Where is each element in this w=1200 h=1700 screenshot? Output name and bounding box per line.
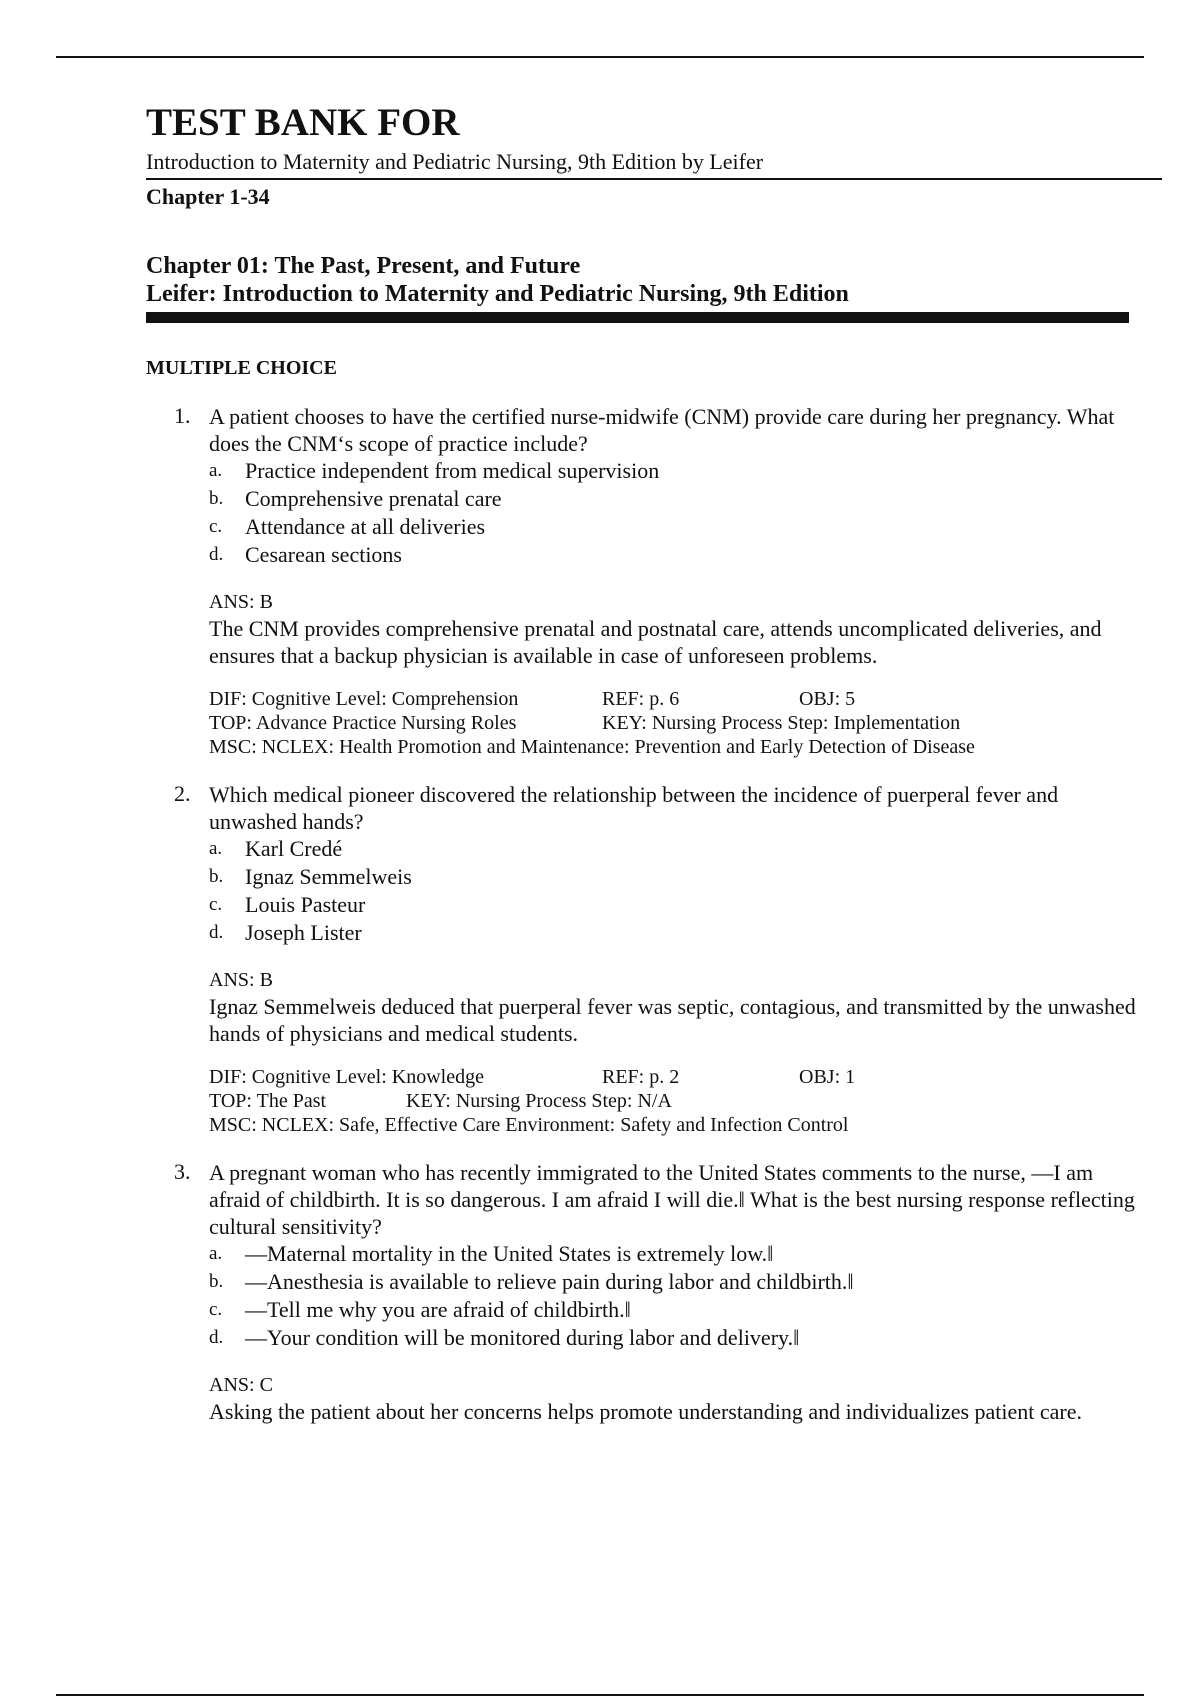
question-number: 3. xyxy=(174,1159,191,1184)
bottom-rule xyxy=(56,1694,1144,1696)
meta-msc: MSC: NCLEX: Health Promotion and Maintenance: Prevention and Early Detection of Disease xyxy=(209,736,975,758)
option-letter: d. xyxy=(209,1327,224,1348)
option-b xyxy=(209,485,1146,513)
option-letter: d. xyxy=(209,544,224,565)
option-letter: b. xyxy=(209,866,224,887)
section-heading: MULTIPLE CHOICE xyxy=(146,357,337,379)
meta-msc: MSC: NCLEX: Safe, Effective Care Environment: Safety and Infection Control xyxy=(209,1114,849,1136)
meta-ref: REF: p. 6 xyxy=(602,688,680,710)
meta-key: KEY: Nursing Process Step: N/A xyxy=(406,1090,672,1112)
meta-row xyxy=(209,1089,1146,1113)
option-a xyxy=(209,1240,1146,1268)
chapter-range: Chapter 1-34 xyxy=(146,184,270,209)
answer: ANS: C xyxy=(209,1374,273,1396)
option-letter: b. xyxy=(209,488,224,509)
option-letter: c. xyxy=(209,1299,223,1320)
option-text: Attendance at all deliveries xyxy=(245,514,486,539)
option-letter: a. xyxy=(209,460,223,481)
option-list xyxy=(209,457,1146,569)
option-text: Joseph Lister xyxy=(245,920,362,945)
option-b xyxy=(209,1268,1146,1296)
answer: ANS: B xyxy=(209,969,273,991)
meta-obj: OBJ: 5 xyxy=(799,688,856,710)
option-list xyxy=(209,835,1146,947)
document-body xyxy=(146,100,1146,1447)
option-letter: c. xyxy=(209,516,223,537)
doc-title: TEST BANK FOR xyxy=(146,101,460,144)
option-c xyxy=(209,513,1146,541)
question-meta xyxy=(209,687,1146,759)
question-number: 1. xyxy=(174,403,191,428)
option-text: Karl Credé xyxy=(245,836,343,861)
option-letter: a. xyxy=(209,838,223,859)
meta-top: TOP: The Past xyxy=(209,1090,327,1112)
option-text: ―Anesthesia is available to relieve pain during labor and childbirth.‖ xyxy=(245,1269,854,1294)
title-rule xyxy=(146,178,1162,180)
option-a xyxy=(209,835,1146,863)
chapter-title: Chapter 01: The Past, Present, and Future xyxy=(146,253,581,279)
option-b xyxy=(209,863,1146,891)
rationale: Ignaz Semmelweis deduced that puerperal fever was septic, contagious, and transmitted by the unwashed hands of physicians and medical students. xyxy=(209,994,1136,1046)
meta-top: TOP: Advance Practice Nursing Roles xyxy=(209,712,517,734)
question-stem: A pregnant woman who has recently immigrated to the United States comments to the nurse, ―I am afraid of childbirth. It is so dangerous. I am afraid I will die.‖ What is the best nursing response reflecting cultural sensitivity? xyxy=(209,1160,1135,1239)
meta-ref: REF: p. 2 xyxy=(602,1066,680,1088)
chapter-rule xyxy=(146,312,1129,323)
rationale: Asking the patient about her concerns helps promote understanding and individualizes patient care. xyxy=(209,1399,1083,1424)
option-letter: c. xyxy=(209,894,223,915)
question-3 xyxy=(146,1159,1146,1425)
option-a xyxy=(209,457,1146,485)
meta-row xyxy=(209,1113,1146,1137)
meta-row xyxy=(209,735,1146,759)
option-d xyxy=(209,919,1146,947)
answer: ANS: B xyxy=(209,591,273,613)
meta-dif: DIF: Cognitive Level: Knowledge xyxy=(209,1066,484,1088)
question-number: 2. xyxy=(174,781,191,806)
option-text: Ignaz Semmelweis xyxy=(245,864,412,889)
meta-row xyxy=(209,711,1146,735)
question-list xyxy=(146,403,1146,1425)
doc-subtitle: Introduction to Maternity and Pediatric Nursing, 9th Edition by Leifer xyxy=(146,149,764,174)
question-stem: Which medical pioneer discovered the relationship between the incidence of puerperal fever and unwashed hands? xyxy=(209,782,1059,834)
option-text: ―Your condition will be monitored during labor and delivery.‖ xyxy=(245,1325,800,1350)
option-c xyxy=(209,891,1146,919)
option-text: ―Tell me why you are afraid of childbirth.‖ xyxy=(245,1297,631,1322)
meta-row xyxy=(209,1065,1146,1089)
rationale: The CNM provides comprehensive prenatal and postnatal care, attends uncomplicated deliveries, and ensures that a backup physician is available in case of unforeseen problems. xyxy=(209,616,1102,668)
question-2 xyxy=(146,781,1146,1137)
option-d xyxy=(209,541,1146,569)
question-meta xyxy=(209,1065,1146,1137)
top-rule xyxy=(56,56,1144,58)
option-text: Louis Pasteur xyxy=(245,892,366,917)
option-text: Practice independent from medical supervision xyxy=(245,458,660,483)
option-list xyxy=(209,1240,1146,1352)
option-letter: b. xyxy=(209,1271,224,1292)
option-letter: d. xyxy=(209,922,224,943)
option-c xyxy=(209,1296,1146,1324)
option-text: Comprehensive prenatal care xyxy=(245,486,502,511)
option-letter: a. xyxy=(209,1243,223,1264)
meta-row xyxy=(209,687,1146,711)
meta-key: KEY: Nursing Process Step: Implementation xyxy=(602,712,961,734)
option-text: ―Maternal mortality in the United States is extremely low.‖ xyxy=(245,1241,774,1266)
option-text: Cesarean sections xyxy=(245,542,402,567)
meta-obj: OBJ: 1 xyxy=(799,1066,856,1088)
question-1 xyxy=(146,403,1146,759)
option-d xyxy=(209,1324,1146,1352)
chapter-book: Leifer: Introduction to Maternity and Pediatric Nursing, 9th Edition xyxy=(146,281,849,307)
question-stem: A patient chooses to have the certified nurse-midwife (CNM) provide care during her pregnancy. What does the CNM‘s scope of practice include? xyxy=(209,404,1115,456)
meta-dif: DIF: Cognitive Level: Comprehension xyxy=(209,688,519,710)
